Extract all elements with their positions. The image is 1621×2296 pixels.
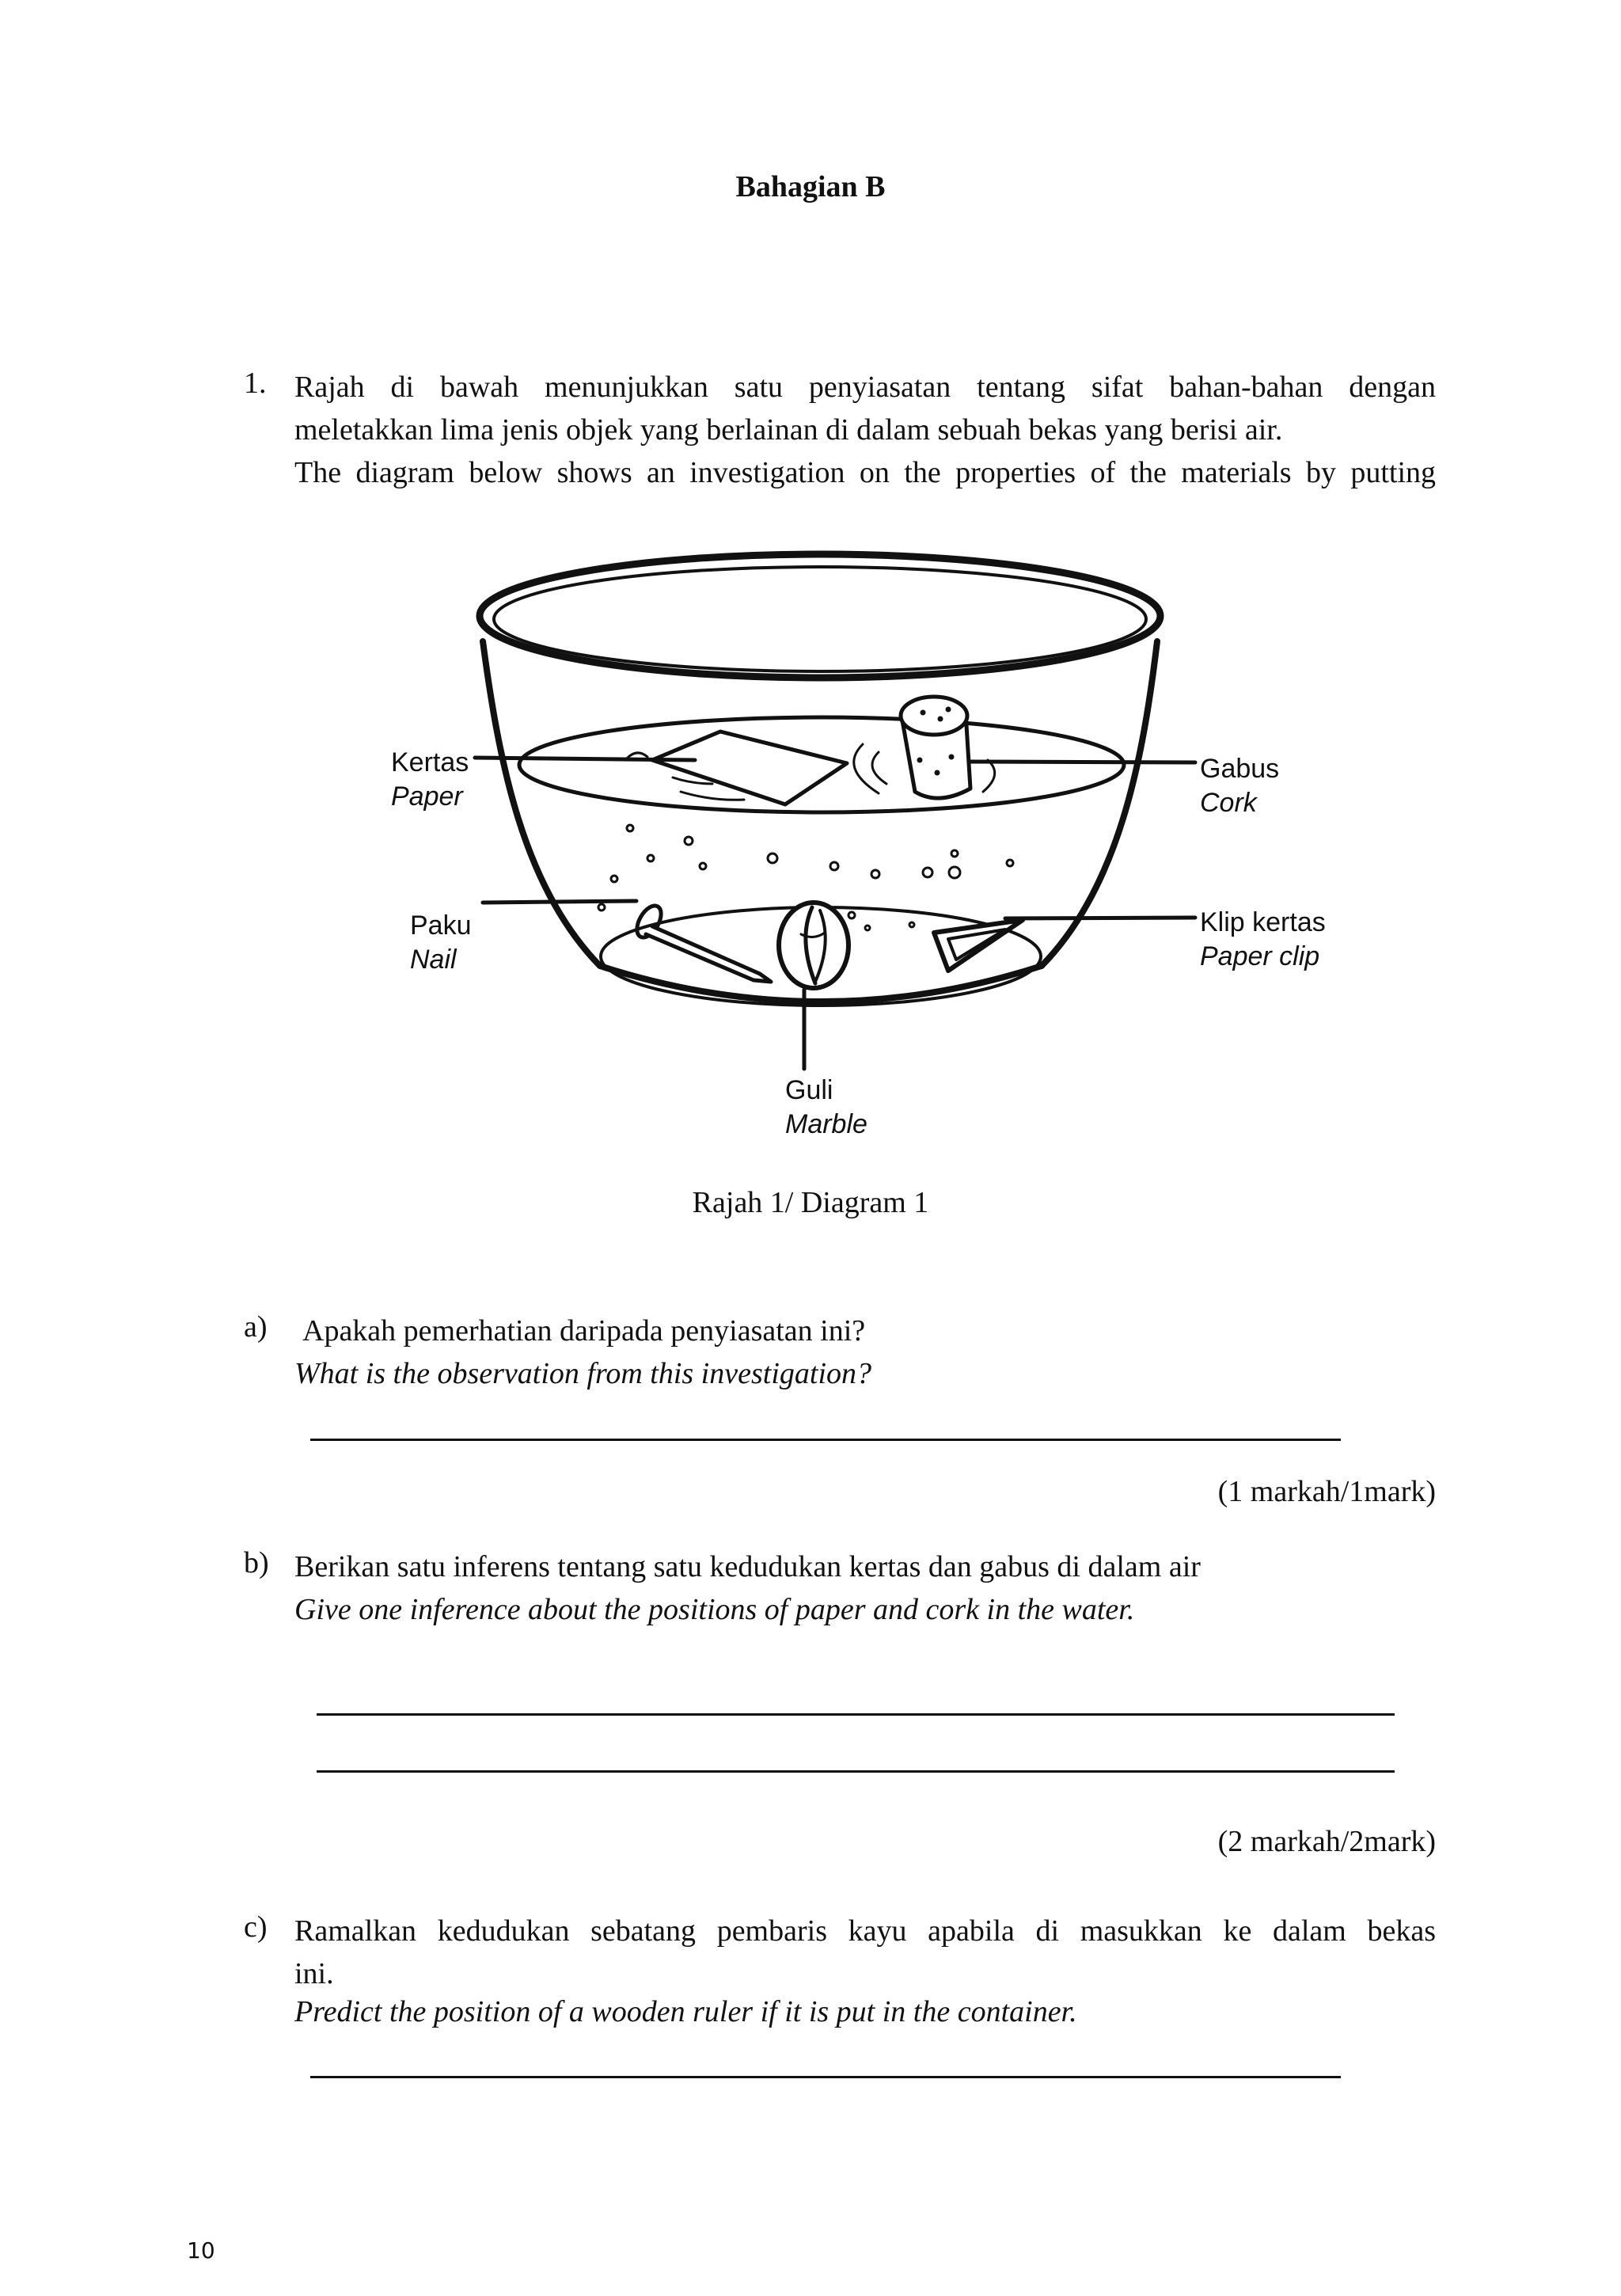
- part-c-malay-line-1: Ramalkan kedudukan sebatang pembaris kayu apabila di masukkan ke dalam bekas: [294, 1914, 1436, 1948]
- label-paku-ms: Paku: [410, 910, 472, 941]
- label-gabus-en: Cork: [1200, 788, 1257, 818]
- answer-line-b-2[interactable]: [317, 1770, 1395, 1773]
- diagram-caption: Rajah 1/ Diagram 1: [692, 1186, 929, 1219]
- bowl-left-side: [483, 641, 600, 966]
- leader-paku: [483, 901, 636, 903]
- part-b-marks: (2 markah/2mark): [1217, 1825, 1436, 1858]
- label-guli-en: Marble: [785, 1109, 867, 1139]
- question-english-line: The diagram below shows an investigation on the properties of the materials by putting: [294, 456, 1436, 489]
- diagram-bowl-investigation: [348, 523, 1298, 1156]
- part-c-malay-line-2: ini.: [294, 1957, 334, 1990]
- question-number: 1.: [244, 367, 267, 400]
- part-a-english: What is the observation from this investigation?: [294, 1357, 871, 1390]
- part-b-label: b): [244, 1546, 269, 1579]
- part-b-malay: Berikan satu inferens tentang satu kedudukan kertas dan gabus di dalam air: [294, 1550, 1201, 1583]
- label-gabus: [1200, 754, 1279, 819]
- question-stem: [294, 366, 1436, 494]
- cork-object: [854, 697, 995, 798]
- label-klip-en: Paper clip: [1200, 941, 1320, 971]
- label-klip: [1200, 907, 1326, 972]
- part-a-malay: Apakah pemerhatian daripada penyiasatan ini?: [302, 1314, 866, 1348]
- part-c-label: c): [244, 1910, 268, 1944]
- label-guli-ms: Guli: [785, 1075, 833, 1105]
- part-a-label: a): [244, 1310, 268, 1344]
- question-malay-line-1: Rajah di bawah menunjukkan satu penyiasatan tentang sifat bahan-bahan dengan: [294, 371, 1436, 404]
- answer-line-c[interactable]: [310, 2076, 1341, 2078]
- part-c-english: Predict the position of a wooden ruler if it is put in the container.: [294, 1995, 1077, 2028]
- label-paku-en: Nail: [410, 945, 457, 975]
- paper-clip-object: [934, 920, 1023, 971]
- answer-line-a[interactable]: [310, 1439, 1341, 1441]
- label-paku: [410, 910, 472, 975]
- label-kertas: [391, 747, 469, 812]
- part-b-english: Give one inference about the positions of paper and cork in the water.: [294, 1593, 1135, 1626]
- label-kertas-ms: Kertas: [391, 747, 469, 777]
- label-klip-ms: Klip kertas: [1200, 907, 1326, 937]
- question-malay-line-2: meletakkan lima jenis objek yang berlainan di dalam sebuah bekas yang berisi air.: [294, 413, 1283, 447]
- label-kertas-en: Paper: [391, 781, 463, 812]
- part-a-marks: (1 markah/1mark): [1217, 1475, 1436, 1508]
- part-c-malay: [294, 1910, 1436, 1995]
- section-title: Bahagian B: [735, 170, 886, 203]
- label-guli: [785, 1075, 867, 1140]
- bowl-rim-inner: [494, 567, 1146, 671]
- paper-object: [652, 732, 847, 804]
- answer-line-b-1[interactable]: [317, 1713, 1395, 1716]
- marble-object: [779, 903, 848, 988]
- leader-kertas: [475, 758, 695, 760]
- label-gabus-ms: Gabus: [1200, 754, 1280, 784]
- page-number: 10: [187, 2237, 215, 2264]
- bowl-rim-outer: [480, 554, 1160, 678]
